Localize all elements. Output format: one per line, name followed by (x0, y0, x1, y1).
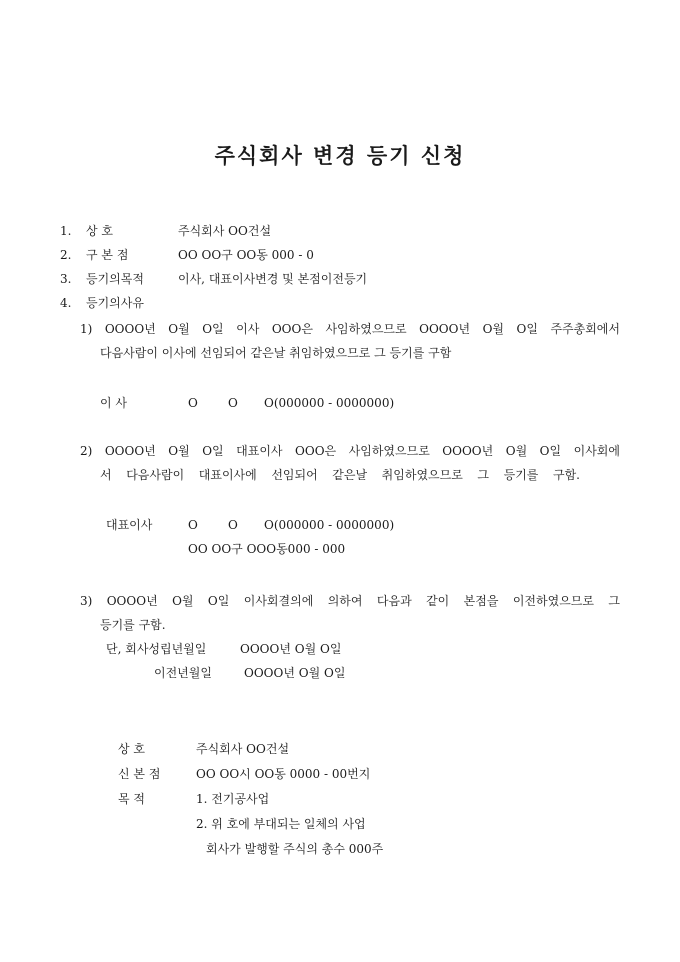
item-3-number: 3. (60, 272, 72, 286)
company-hq-label: 신 본 점 (118, 767, 161, 781)
reason-3-move-value: OOOO년 O월 O일 (244, 666, 346, 680)
reason-2-person-o2: O (228, 518, 238, 532)
item-3-value: 이사, 대표이사변경 및 본점이전등기 (178, 272, 368, 286)
company-name-label: 상 호 (118, 742, 145, 756)
item-1-value: 주식회사 OO건설 (178, 224, 272, 238)
item-1-label: 상 호 (86, 224, 113, 238)
company-hq-value: OO OO시 OO동 0000 - 00번지 (196, 767, 371, 781)
reason-1-line-2: 다음사람이 이사에 선임되어 같은날 취임하였으므로 그 등기를 구함 (100, 346, 452, 360)
reason-2-person-label: 대표이사 (106, 518, 153, 532)
reason-1-person-id: O(000000 - 0000000) (264, 396, 395, 410)
company-purpose-label: 목 적 (118, 792, 145, 806)
reason-3-move-label: 이전년월일 (154, 666, 212, 680)
reason-3-est-label: 단, 회사성립년월일 (106, 642, 207, 656)
item-3-label: 등기의목적 (86, 272, 144, 286)
reason-2-person-id: O(000000 - 0000000) (264, 518, 395, 532)
reason-1-person-label: 이 사 (100, 396, 127, 410)
reason-2-person-o1: O (188, 518, 198, 532)
reason-1-person-o1: O (188, 396, 198, 410)
company-purpose-2: 2. 위 호에 부대되는 일체의 사업 (196, 817, 366, 831)
reason-2-line-1: 2) OOOO년 O월 O일 대표이사 OOO은 사임하였으므로 OOOO년 O월 O일 이사회에 (80, 444, 620, 458)
company-purpose-1: 1. 전기공사업 (196, 792, 270, 806)
reason-2-address: OO OO구 OOO동000 - 000 (188, 542, 346, 556)
reason-1-line-1: 1) OOOO년 O월 O일 이사 OOO은 사임하였으므로 OOOO년 O월 O일 주주총회에서 (80, 322, 620, 336)
item-2-value: OO OO구 OO동 000 - 0 (178, 248, 314, 262)
item-4-number: 4. (60, 296, 72, 310)
company-name-value: 주식회사 OO건설 (196, 742, 290, 756)
company-shares: 회사가 발행할 주식의 총수 000주 (206, 842, 384, 856)
document-title: 주식회사 변경 등기 신청 (214, 143, 466, 168)
item-4-label: 등기의사유 (86, 296, 144, 310)
reason-3-line-1: 3) OOOO년 O월 O일 이사회결의에 의하여 다음과 같이 본점을 이전하였으므로 그 (80, 594, 620, 608)
item-1-number: 1. (60, 224, 72, 238)
item-2-number: 2. (60, 248, 72, 262)
reason-2-line-2: 서 다음사람이 대표이사에 선임되어 같은날 취임하였으므로 그 등기를 구함. (100, 468, 580, 482)
reason-1-person-o2: O (228, 396, 238, 410)
item-2-label: 구 본 점 (86, 248, 129, 262)
reason-3-line-2: 등기를 구함. (100, 618, 166, 632)
reason-3-est-value: OOOO년 O월 O일 (240, 642, 342, 656)
